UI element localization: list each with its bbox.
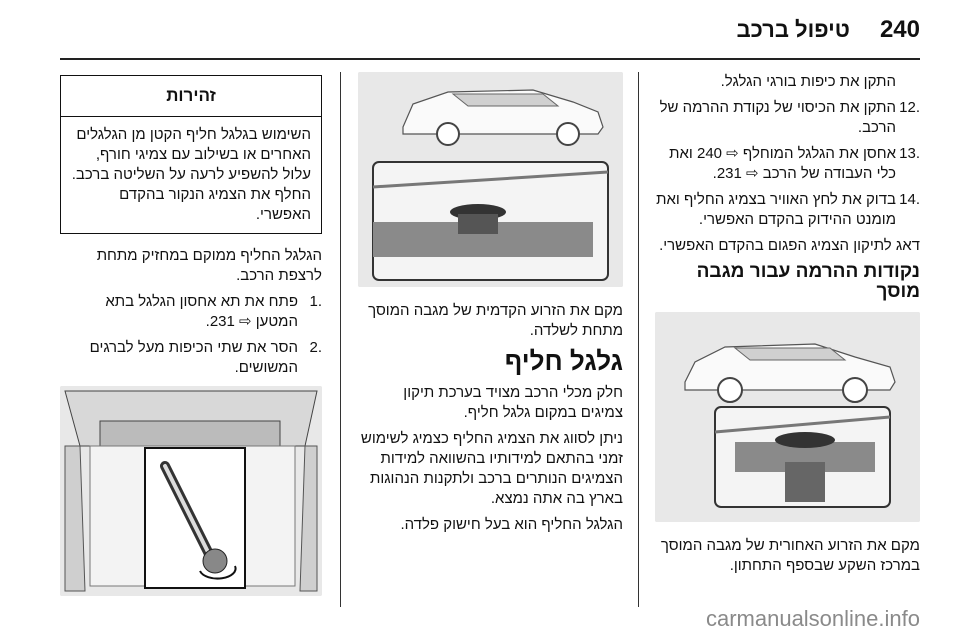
warning-title: זהירות <box>61 76 321 117</box>
step-text: הסר את שתי הכיפות מעל לברגים המשושים. <box>89 339 298 376</box>
step-number: .12 <box>899 99 920 116</box>
column-divider <box>638 72 639 607</box>
step-number: .2 <box>309 339 322 356</box>
page-number: 240 <box>879 16 920 43</box>
spare-wheel-illustration <box>60 386 322 596</box>
step-12 <box>655 98 920 138</box>
paragraph: הגלגל החליף ממוקם במחזיק מתחת לרצפת הרכב. <box>96 247 322 284</box>
column-divider <box>340 72 341 607</box>
section-heading: גלגל חליף <box>504 346 623 376</box>
step-text: התקן את הכיסוי של נקודת ההרמה של הרכב. <box>659 99 896 136</box>
chapter-title: טיפול ברכב <box>736 17 850 42</box>
paragraph: הגלגל החליף הוא בעל חישוק פלדה. <box>400 516 623 533</box>
left-column <box>60 75 322 596</box>
step-number: .1 <box>309 293 322 310</box>
step-14 <box>655 190 920 230</box>
watermark-text: carmanualsonline.info <box>705 606 920 631</box>
front-jack-point-illustration <box>358 72 623 287</box>
figure-caption: מקם את הזרוע האחורית של מגבה המוסך במרכז השקע שבספף התחתון. <box>660 537 920 574</box>
section-heading: נקודות ההרמה עבור מגבה מוסך <box>696 261 920 302</box>
page-header <box>40 12 920 48</box>
step-2 <box>60 338 322 378</box>
step-text: בדוק את לחץ האוויר בצמיג החליף ואת מומנט ההידוק בהקדם האפשרי. <box>656 191 896 228</box>
step-13 <box>655 144 920 184</box>
intro-fragment: התקן את כיפות בורגי הגלגל. <box>720 73 896 90</box>
step-1 <box>60 292 322 332</box>
step-text: אחסן את הגלגל המוחלף ⇨ 240 ואת כלי העבודה של הרכב ⇨ 231. <box>669 145 896 182</box>
middle-column <box>358 72 623 541</box>
header-rule <box>60 58 920 60</box>
paragraph: ניתן לסווג את הצמיג החליף כצמיג לשימוש זמני בהתאם למידותיו בהשוואה למידות הצמיגים הנותרים ברכב ולתקנות הנהוגות בארץ בה אתה נמצא. <box>360 430 623 507</box>
rear-jack-point-illustration <box>655 312 920 522</box>
right-column <box>655 72 920 582</box>
note-text: דאג לתיקון הצמיג הפגום בהקדם האפשרי. <box>659 237 920 254</box>
paragraph: חלק מכלי הרכב מצויד בערכת תיקון צמיגים במקום גלגל חליף. <box>403 384 623 421</box>
warning-box <box>60 75 322 234</box>
warning-body: השימוש בגלגל חליף הקטן מן הגלגלים האחרים או בשילוב עם צמיגי חורף, עלול להשפיע לרעה על השליטה ברכב. החלף את הצמיג הנקור בהקדם האפשרי. <box>71 126 311 223</box>
step-number: .14 <box>899 191 920 208</box>
step-text: פתח את תא אחסון הגלגל בתא המטען ⇨ 231. <box>105 293 298 330</box>
step-number: .13 <box>899 145 920 162</box>
figure-caption: מקם את הזרוע הקדמית של מגבה המוסך מתחת לשלדה. <box>368 302 623 339</box>
